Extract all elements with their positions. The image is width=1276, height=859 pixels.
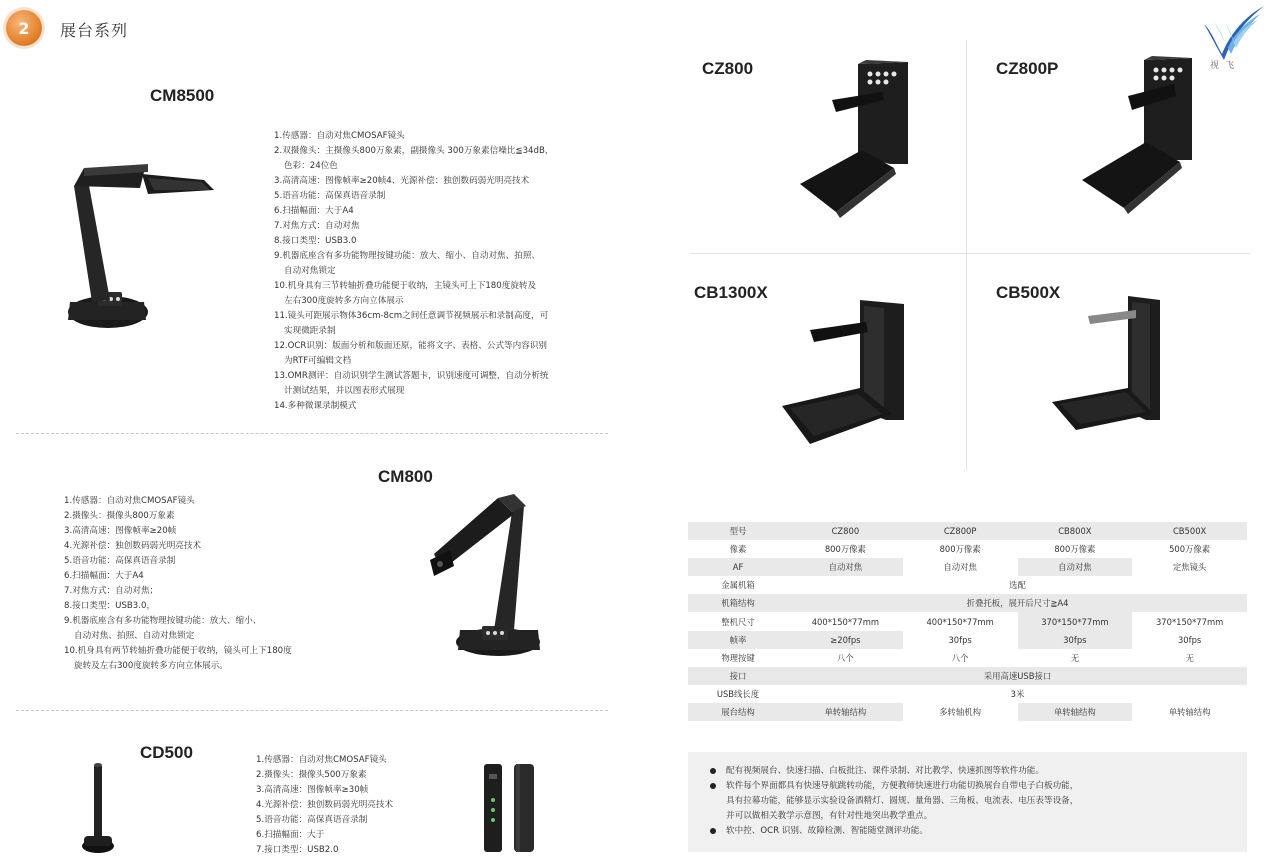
spec-line: 13.OMR测评：自动识别学生测试答题卡，识别速度可调整，自动分析统 — [274, 371, 549, 381]
table-row — [688, 667, 1247, 685]
table-row — [688, 649, 1247, 667]
model-title-cb500x: CB500X — [996, 283, 1061, 302]
table-cell: 自动对焦 — [788, 558, 903, 576]
table-cell: 折叠托板，展开后尺寸≧A4 — [788, 594, 1247, 612]
model-title-cz800: CZ800 — [702, 59, 754, 78]
spec-line: 2.摄像头：摄像头500万象素 — [256, 770, 367, 780]
spec-line: 1.传感器：自动对焦CMOSAF镜头 — [256, 755, 387, 765]
spec-line: 自动对焦锁定 — [284, 266, 336, 276]
features-box — [688, 752, 1247, 852]
table-cell: 自动对焦 — [903, 558, 1018, 576]
grid-divider-horizontal — [690, 253, 1250, 254]
spec-line: 7.对焦方式：自动对焦 — [274, 221, 360, 231]
table-cell: CZ800P — [903, 522, 1018, 540]
table-row — [688, 594, 1247, 612]
table-cell: 800万像素 — [1054, 544, 1096, 555]
spec-line: 计测试结果，并以图表形式展现 — [284, 386, 405, 396]
model-title-cb1300x: CB1300X — [694, 283, 768, 302]
table-cell: 30fps — [1132, 631, 1247, 649]
table-cell: 800万像素 — [939, 544, 981, 555]
table-cell: 30fps — [1018, 631, 1133, 649]
table-cell: 物理按键 — [721, 652, 755, 663]
section-divider — [16, 710, 608, 711]
spec-line: 6.扫描幅面：大于A4 — [64, 571, 144, 581]
table-cell: 800万像素 — [824, 544, 866, 555]
spec-line: 为RTF可编辑文档 — [284, 356, 352, 366]
cd500-product-image — [76, 760, 122, 856]
spec-line: 7.接口类型：USB2.0 — [256, 845, 339, 855]
table-cell: CB500X — [1132, 522, 1247, 540]
table-cell: 单转轴结构 — [1132, 703, 1247, 721]
spec-line: 7.对焦方式：自动对焦； — [64, 586, 159, 596]
table-cell: CZ800 — [788, 522, 903, 540]
spec-line: 左右300度旋转多方向立体展示 — [284, 296, 404, 306]
spec-line: 5.语音功能：高保真语音录制 — [274, 191, 386, 201]
spec-line: 实现微距录制 — [284, 326, 336, 336]
spec-line: 色彩：24位色 — [284, 161, 338, 171]
table-cell: 3米 — [1010, 688, 1025, 699]
model-title-cz800p: CZ800P — [996, 59, 1059, 78]
table-cell: 无 — [1070, 652, 1080, 663]
feature-text: 软件每个界面都具有快速导航跳转功能，方便教师快速进行功能切换展台自带电子白板功能， — [726, 781, 1079, 791]
table-cell: 型号 — [688, 522, 788, 540]
spec-line: 6.扫描幅面：大于A4 — [274, 206, 354, 216]
cd500-detail-image — [480, 762, 544, 856]
spec-line: 2.双摄像头：主摄像头800万象素，副摄像头 300万象素信噪比≦34dB， — [274, 146, 554, 156]
table-row — [688, 631, 1247, 649]
table-cell: 展台结构 — [688, 703, 788, 721]
spec-line: 3.高清高速：图像帧率≥20帧4、光源补偿：独创数码弱光明亮技术 — [274, 176, 530, 186]
spec-line: 10.机身具有三节转轴折叠功能便于收纳，主镜头可上下180度旋转及 — [274, 281, 537, 291]
table-row — [688, 703, 1247, 721]
table-cell: 接口 — [688, 667, 788, 685]
spec-line: 9.机器底座含有多功能物理按键功能：放大、缩小、自动对焦、拍照、 — [274, 251, 541, 261]
feature-item — [710, 824, 1247, 839]
section-number-badge: 2 — [6, 10, 42, 46]
bullet-icon — [710, 828, 716, 834]
section-divider — [16, 433, 608, 434]
feature-text-continued: 具有拉幕功能，能够显示实验设备酒精灯、圆规、量角器、三角板、电流表、电压表等设备， — [726, 796, 1079, 806]
table-cell: 370*150*77mm — [1018, 612, 1133, 630]
feature-item — [710, 779, 1247, 794]
table-cell: 500万像素 — [1169, 544, 1211, 555]
table-cell: 无 — [1185, 652, 1194, 663]
bullet-icon — [710, 768, 716, 774]
feature-text-continued: 并可以做相关教学示意图，有针对性地突出教学重点。 — [726, 811, 933, 821]
table-cell: CB800X — [1018, 522, 1133, 540]
spec-line: 3.高清高速：图像帧率≥30帧 — [256, 785, 369, 795]
table-row — [688, 540, 1247, 558]
grid-divider-vertical — [966, 40, 967, 470]
table-cell: 单转轴结构 — [1018, 703, 1133, 721]
cb500x-product-image — [1050, 294, 1170, 434]
cm800-spec-list — [64, 494, 292, 674]
spec-comparison-table — [688, 522, 1247, 721]
bullet-icon — [710, 783, 716, 789]
table-cell: 定焦镜头 — [1132, 558, 1247, 576]
spec-line: 9.机器底座含有多功能物理按键功能：放大、缩小、 — [64, 616, 262, 626]
spec-line: 5.语音功能：高保真语音录制 — [64, 556, 176, 566]
table-cell: 帧率 — [688, 631, 788, 649]
table-cell: 30fps — [903, 631, 1018, 649]
spec-line: 自动对焦、拍照、自动对焦锁定 — [74, 631, 195, 641]
table-cell: 像素 — [729, 544, 747, 555]
section-title: 展台系列 — [60, 21, 129, 40]
table-cell: USB线长度 — [716, 688, 760, 699]
brand-logo-text: 视飞 — [1210, 61, 1241, 71]
table-cell: 整机尺寸 — [721, 616, 755, 627]
model-title-cd500: CD500 — [140, 743, 193, 762]
table-cell: 单转轴结构 — [788, 703, 903, 721]
table-cell: 金属机箱 — [721, 580, 755, 591]
spec-line: 旋转及左右300度旋转多方向立体展示。 — [74, 661, 228, 671]
table-row — [688, 576, 1247, 594]
table-header-row — [688, 522, 1247, 540]
table-cell: 八个 — [837, 652, 854, 663]
table-cell: 400*150*77mm — [811, 616, 880, 627]
spec-line: 14.多种微课录制模式 — [274, 401, 357, 411]
spec-line: 1.传感器：自动对焦CMOSAF镜头 — [64, 496, 195, 506]
table-row — [688, 685, 1247, 703]
cz800-product-image — [796, 60, 916, 220]
table-cell: 370*150*77mm — [1155, 616, 1224, 627]
cd500-spec-list — [256, 753, 393, 858]
spec-line: 8.接口类型：USB3.0， — [64, 601, 156, 611]
cm8500-product-image — [44, 150, 224, 340]
model-title-cm8500: CM8500 — [150, 86, 215, 105]
table-cell: AF — [688, 558, 788, 576]
spec-line: 8.接口类型：USB3.0 — [274, 236, 357, 246]
spec-line: 10.机身具有两节转轴折叠功能便于收纳，镜头可上下180度 — [64, 646, 292, 656]
cb1300x-product-image — [780, 296, 910, 448]
spec-line: 11.镜头可距展示物体36cm-8cm之间任意调节视频展示和录制高度，可 — [274, 311, 549, 321]
spec-line: 4.光源补偿：独创数码弱光明亮技术 — [256, 800, 394, 810]
feature-text: 配有视频展台、快速扫描、白板批注、课件录制、对比教学、快速抓图等软件功能。 — [726, 766, 1044, 776]
table-cell: 自动对焦 — [1018, 558, 1133, 576]
table-cell: 400*150*77mm — [926, 616, 994, 627]
spec-line: 12.OCR识别：版面分析和版面还原，能将文字、表格、公式等内容识别 — [274, 341, 548, 351]
cz800p-product-image — [1080, 56, 1200, 218]
table-cell: ≥20fps — [788, 631, 903, 649]
table-cell: 八个 — [951, 652, 969, 663]
spec-line: 5.语音功能：高保真语音录制 — [256, 815, 368, 825]
table-row — [688, 558, 1247, 576]
cm8500-spec-list — [274, 129, 553, 414]
feature-item — [710, 764, 1247, 779]
spec-line: 4.光源补偿：独创数码弱光明亮技术 — [64, 541, 202, 551]
table-cell: 多转轴机构 — [903, 703, 1018, 721]
table-cell: 采用高速USB接口 — [788, 667, 1247, 685]
spec-line: 2.摄像头：摄像头800万象素 — [64, 511, 175, 521]
spec-line: 1.传感器：自动对焦CMOSAF镜头 — [274, 131, 405, 141]
spec-line: 3.高清高速：图像帧率≥20帧 — [64, 526, 177, 536]
feature-text: 软中控、OCR 识别、故障检测、智能随堂测评功能。 — [726, 826, 928, 836]
spec-line: 6.扫描幅面：大于 — [256, 830, 325, 840]
cm800-product-image — [420, 492, 550, 664]
table-cell: 机箱结构 — [688, 594, 788, 612]
table-cell: 选配 — [1009, 580, 1026, 591]
model-title-cm800: CM800 — [378, 467, 433, 486]
table-row — [688, 612, 1247, 630]
